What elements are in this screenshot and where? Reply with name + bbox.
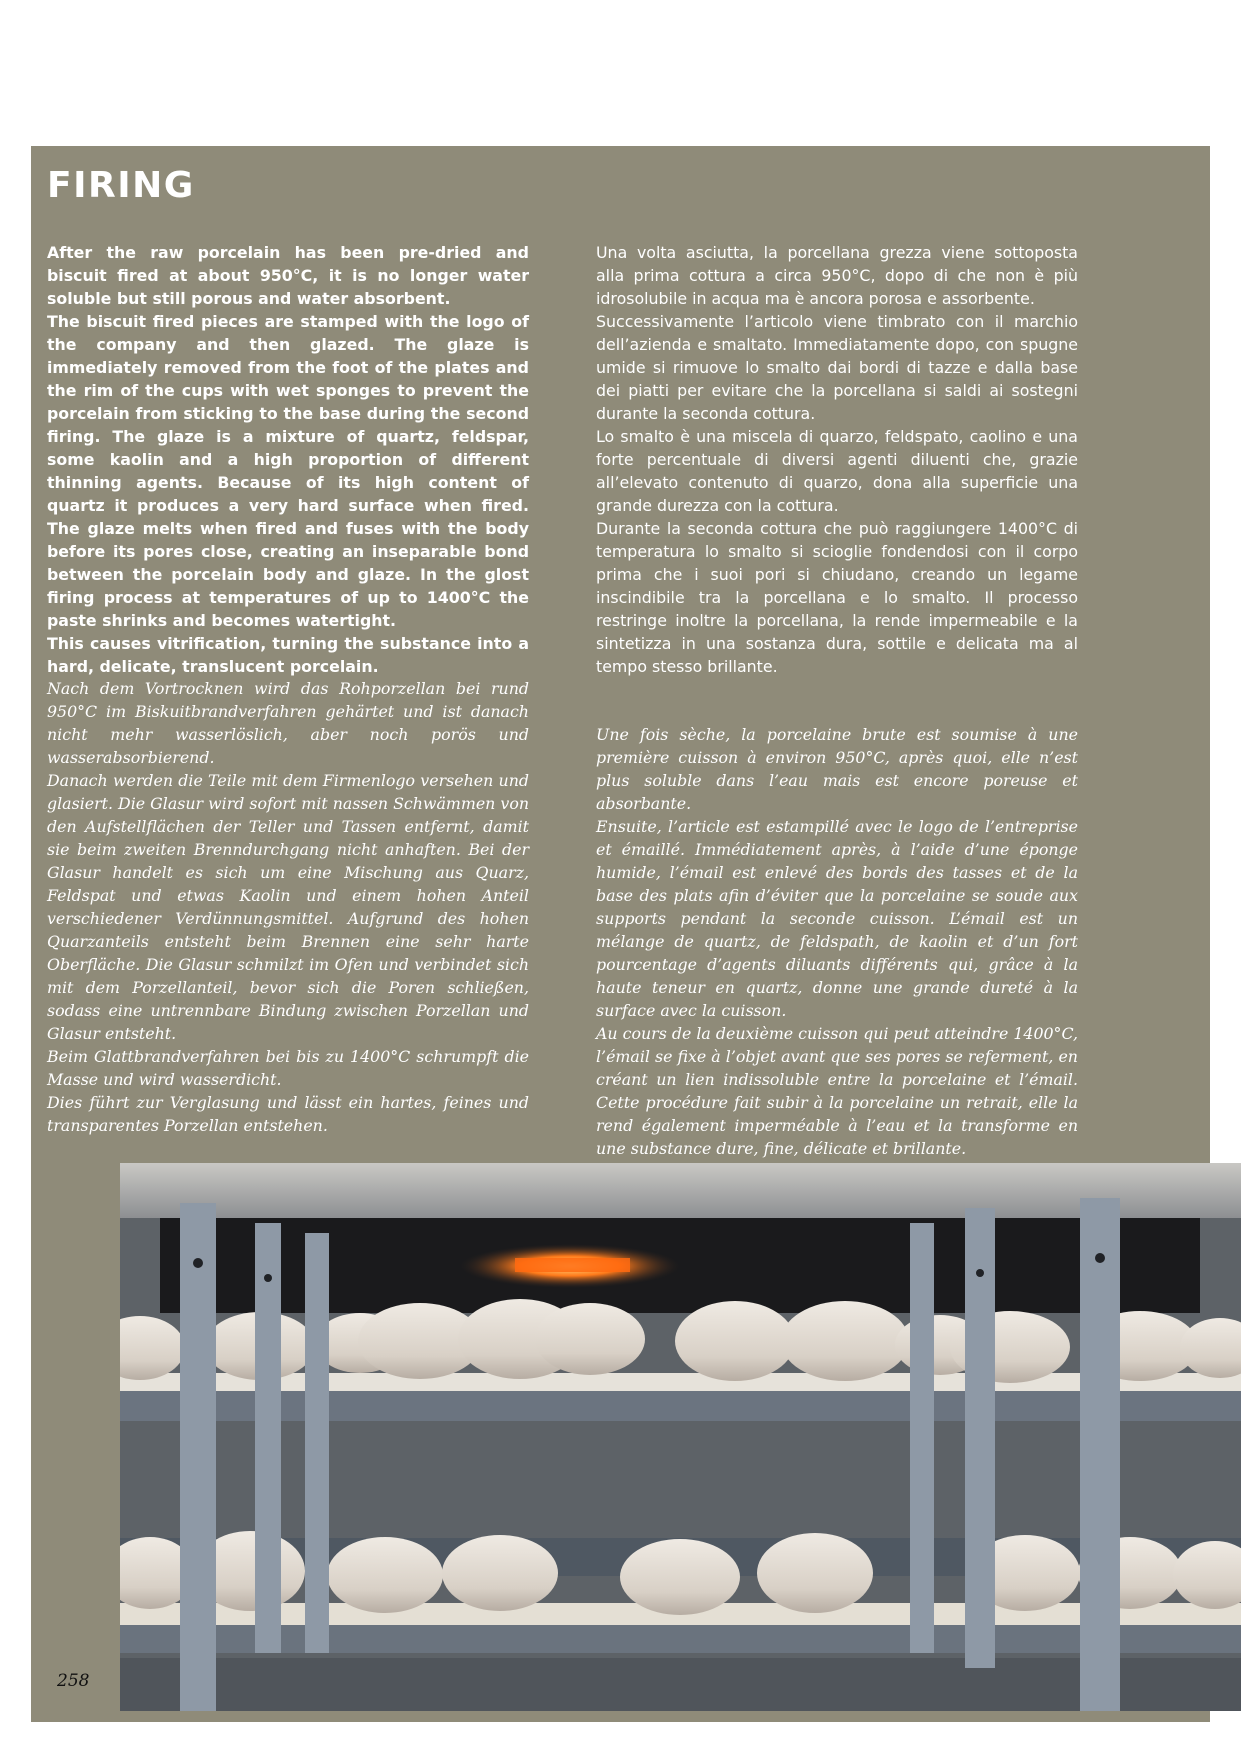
kiln-illustration bbox=[120, 1163, 1241, 1711]
french-text: Une fois sèche, la porcelaine brute est soumise à une première cuisson à environ 950°C, après quoi, elle n’est plus soluble dans l’eau mais est encore poreuse et absorbante. Ensuite, l’article est estampillé avec le logo de l’entreprise et émaillé. Immédiatement après, à l’aide d’une éponge humide, l’émail est enlevé des bords des tasses et de la base des plats afin d’éviter que la porcelaine se soude aux supports pendant la seconde cuisson. L’émail est un mélange de quartz, de feldspath, de kaolin et d’un fort pourcentage d’agents diluants différents qui, grâce à la haute teneur en quartz, donne une grande dureté à la surface avec la cuisson. Au cours de la deuxième cuisson qui peut atteindre 1400°C, l’émail se fixe à l’objet avant que ses pores se referment, en créant un lien indissoluble entre la porcelaine et l’émail. Cette procédure fait subir à la porcelaine un retrait, elle la rend également imperméable à l’eau et la transforme en une substance dure, fine, délicate et brillante. bbox=[596, 725, 1078, 1158]
italian-text: Una volta asciutta, la porcellana grezza viene sottoposta alla prima cottura a circa 950°C, dopo di che non è più idrosolubile in acqua ma è ancora porosa e assorbente. Successivamente l’articolo viene timbrato con il marchio dell’azienda e smaltato. Immediatamente dopo, con spugne umide si rimuove lo smalto dai bordi di tazze e dalla base dei piatti per evitare che la porcellana si saldi ai sostegni durante la seconda cottura. Lo smalto è una miscela di quarzo, feldspato, caolino e una forte percentuale di diversi agenti diluenti che, grazie all’elevato contenuto di quarzo, dona alla superficie una grande durezza con la cottura. Durante la seconda cottura che può raggiungere 1400°C di temperatura lo smalto si scioglie fondendosi con il corpo prima che i suoi pori si chiudano, creando un legame inscindibile tra la porcellana e lo smalto. Il processo restringe inoltre la porcellana, la rende impermeabile e la sintetizza in una sostanza dura, sottile e delicata ma al tempo stesso brillante. bbox=[596, 243, 1078, 676]
kiln-photo bbox=[120, 1163, 1241, 1711]
page-number: 258 bbox=[57, 1671, 90, 1691]
english-text: After the raw porcelain has been pre-dried and biscuit fired at about 950°C, it is no longer water soluble but still porous and water absorbent. The biscuit fired pieces are stamped with the logo of the company and then glazed. The glaze is immediately removed from the foot of the plates and the rim of the cups with wet sponges to prevent the porcelain from sticking to the base during the second firing. The glaze is a mixture of quartz, feldspar, some kaolin and a high proportion of different thinning agents. Because of its high content of quartz it produces a very hard surface when fired. The glaze melts when fired and fuses with the body before its pores close, creating an inseparable bond between the porcelain body and glaze. In the glost firing process at temperatures of up to 1400°C the paste shrinks and becomes watertight. This causes vitrification, turning the substance into a hard, delicate, translucent porcelain. bbox=[47, 243, 529, 676]
german-text: Nach dem Vortrocknen wird das Rohporzellan bei rund 950°C im Biskuitbrandverfahren gehärtet und ist danach nicht mehr wasserlöslich, aber noch porös und wasserabsorbierend. Danach werden die Teile mit dem Firmenlogo versehen und glasiert. Die Glasur wird sofort mit nassen Schwämmen von den Aufstellflächen der Teller und Tassen entfernt, damit sie beim zweiten Brenndurchgang nicht anhaften. Bei der Glasur handelt es sich um eine Mischung aus Quarz, Feldspat und etwas Kaolin und einem hohen Anteil verschiedener Verdünnungsmittel. Aufgrund des hohen Quarzanteils entsteht beim Brennen eine sehr harte Oberfläche. Die Glasur schmilzt im Ofen und verbindet sich mit dem Porzellanteil, bevor sich die Poren schließen, sodass eine untrennbare Bindung zwischen Porzellan und Glasur entsteht. Beim Glattbrandverfahren bei bis zu 1400°C schrumpft die Masse und wird wasserdicht. Dies führt zur Verglasung und lässt ein hartes, feines und transparentes Porzellan entstehen. bbox=[47, 679, 529, 1135]
page-title: FIRING bbox=[47, 165, 195, 206]
